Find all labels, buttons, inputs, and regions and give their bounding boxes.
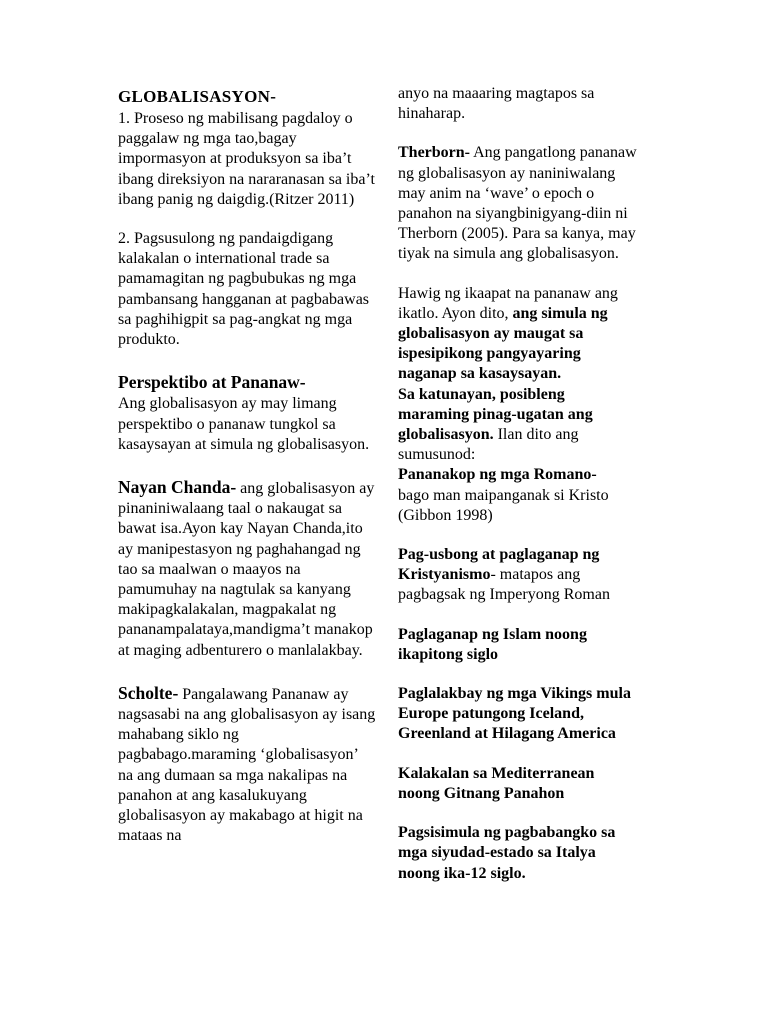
therborn-section [398, 143, 638, 264]
fourth-text-1: Hawig ng ikaapat na pananaw ang ikatlo. Ayon dito, [398, 284, 618, 322]
romano-text: bago man maipanganak si Kristo (Gibbon 1998) [398, 486, 609, 524]
scholte-text: Pangalawang Pananaw ay nagsasabi na ang globalisasyon ay isang mahabang siklo ng pagbabago.maraming ‘globalisasyon’ na ang dumaan sa mga nakalipas na panahon at ang kasalukuyang globalisasyon ay makabago at higit na mataas na [118, 685, 376, 845]
perspektibo-heading: Perspektibo at Pananaw- [118, 372, 306, 393]
scholte-section [118, 683, 376, 847]
kristyanismo-text: - matapos ang pagbagsak ng Imperyong Roman [398, 566, 610, 604]
chanda-section [118, 477, 376, 661]
fourth-bold-2: Sa katunayan, posibleng maraming pinag-ugatan ang globalisasyon. [398, 385, 593, 444]
fourth-text-2: Ilan dito ang sumusunod: [398, 426, 579, 464]
banking-item: Pagsisimula ng pagbabangko sa mga siyudad-estado sa Italya noong ika-12 siglo. [398, 824, 616, 882]
perspektibo-section [118, 372, 376, 455]
scholte-heading: Scholte- [118, 682, 179, 703]
islam-item: Paglaganap ng Islam noong ikapitong siglo [398, 625, 587, 663]
therborn-text: Ang pangatlong pananaw ng globalisasyon ay naniniwalang may anim na ‘wave’ o epoch o panahon na siyangbinigyang-diin ni Therborn (2005). Para sa kanya, may tiyak na simula ang globalisasyon. [398, 144, 637, 263]
perspektibo-text: Ang globalisasyon ay may limang perspektibo o pananaw tungkol sa kasaysayan at simula ng globalisasyon. [118, 395, 370, 453]
therborn-heading: Therborn- [398, 144, 470, 162]
fourth-perspective [398, 284, 638, 526]
document-title: GLOBALISASYON- [118, 87, 277, 106]
chanda-heading: Nayan Chanda- [118, 477, 237, 498]
romano-heading: Pananakop ng mga Romano- [398, 466, 597, 484]
left-column [118, 84, 376, 847]
kristyanismo-item [398, 545, 638, 606]
definition-1: 1. Proseso ng mabilisang pagdaloy o paggalaw ng mga tao,bagay impormasyon at produksyon sa iba’t ibang direksiyon na nararanasan sa iba’t ibang panig ng daigdig.(Ritzer 2011) [118, 110, 375, 208]
continuation-text: anyo na maaaring magtapos sa hinaharap. [398, 85, 595, 123]
right-column [398, 84, 638, 884]
vikings-item: Paglalakbay ng mga Vikings mula Europe patungong Iceland, Greenland at Hilagang America [398, 685, 631, 743]
chanda-text: ang globalisasyon ay pinaniniwalaang taal o nakaugat sa bawat isa.Ayon kay Nayan Chanda,ito ay manipestasyon ng paghahangad ng tao sa maalwan o maayos na pamumuhay na nagtulak sa kanyang makipagkalakalan, magpakalat ng pananampalataya,mandigma’t manakop at maging adbenturero o manlalakbay. [118, 480, 375, 659]
mediterranean-item: Kalakalan sa Mediterranean noong Gitnang Panahon [398, 764, 595, 802]
definition-2: 2. Pagsusulong ng pandaigdigang kalakalan o international trade sa pamamagitan ng pagbubukas ng mga pambansang hangganan at pagbabawas sa paghihigpit sa pag-angkat ng mga produkto. [118, 230, 370, 349]
kristyanismo-heading: Pag-usbong at paglaganap ng Kristyanismo [398, 546, 600, 584]
fourth-bold-1: ang simula ng globalisasyon ay maugat sa ispesipikong pangyayaring naganap sa kasaysayan. [398, 304, 608, 383]
